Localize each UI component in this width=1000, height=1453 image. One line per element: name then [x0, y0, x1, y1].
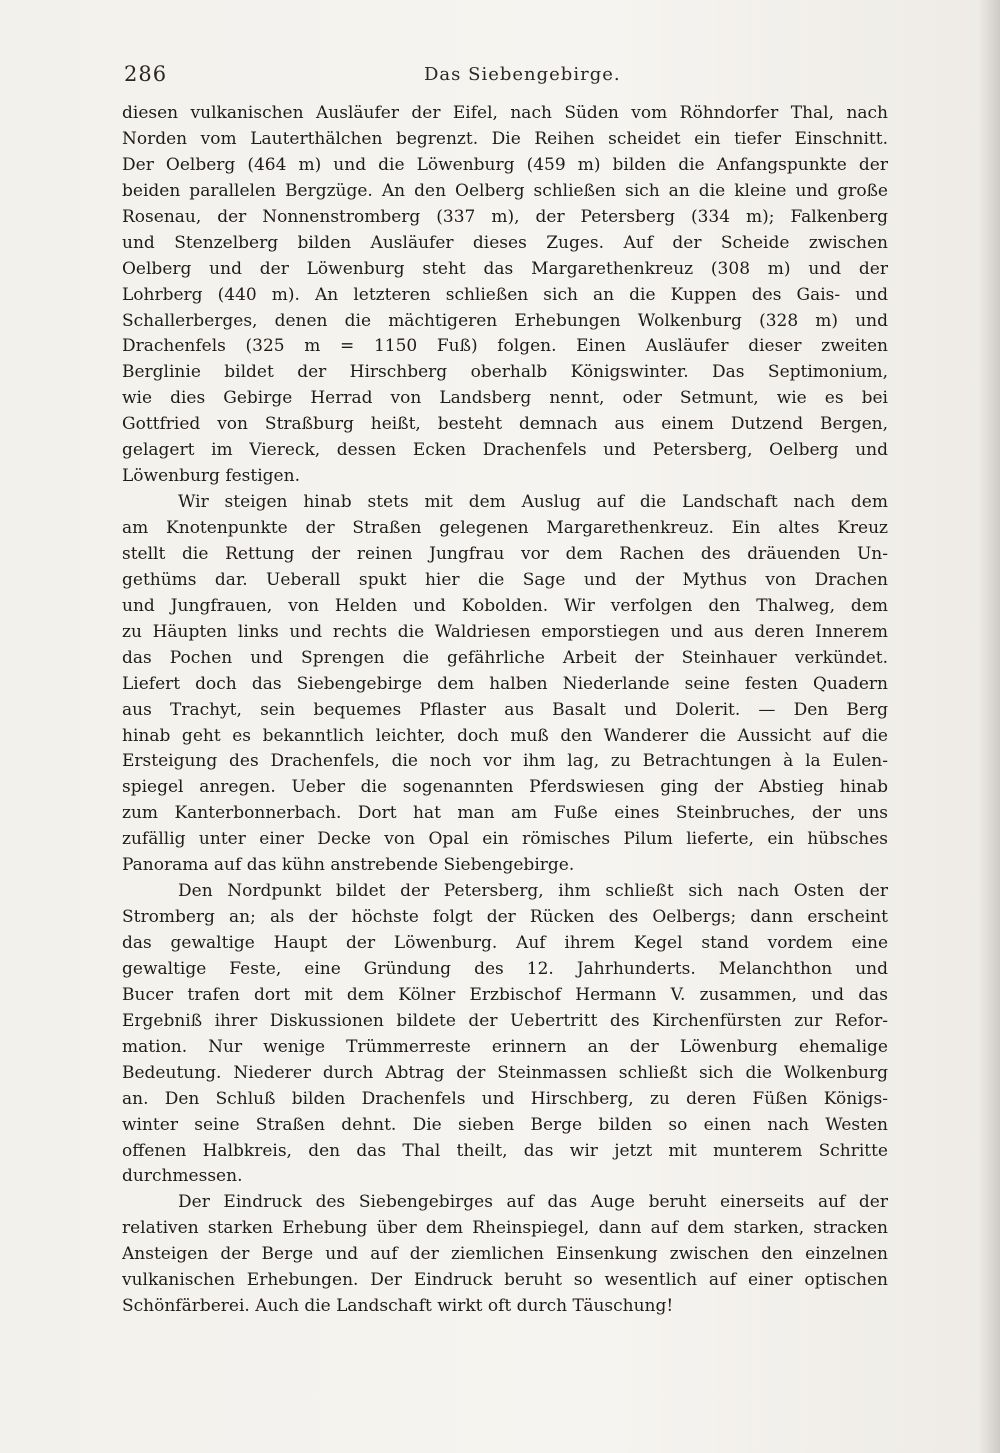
- text-line: Bedeutung. Niederer durch Abtrag der Steinmassen schließt sich die Wolkenburg: [122, 1062, 888, 1083]
- text-line: Ersteigung des Drachenfels, die noch vor ihm lag, zu Betrachtungen à la Eulen-: [122, 751, 888, 772]
- text-line: hinab geht es bekanntlich leichter, doch muß den Wanderer die Aussicht auf die: [122, 725, 888, 746]
- text-line: das gewaltige Haupt der Löwenburg. Auf ihrem Kegel stand vordem eine: [122, 933, 888, 953]
- text-line: Löwenburg festigen.: [122, 466, 300, 487]
- text-line: Drachenfels (325 m = 1150 Fuß) folgen. Einen Ausläufer dieser zweiten: [122, 336, 888, 357]
- text-line: das Pochen und Sprengen die gefährliche Arbeit der Steinhauer verkündet.: [122, 647, 888, 668]
- text-line: beiden parallelen Bergzüge. An den Oelberg schließen sich an die kleine und große: [122, 180, 888, 201]
- text-line: Wir steigen hinab stets mit dem Auslug auf die Landschaft nach dem: [178, 492, 888, 513]
- page-header: [124, 62, 884, 98]
- page-edge-shadow: [978, 0, 1000, 1453]
- text-line: Lohrberg (440 m). An letzteren schließen sich an die Kuppen des Gais- und: [122, 284, 888, 305]
- text-line: wie dies Gebirge Herrad von Landsberg nennt, oder Setmunt, wie es bei: [122, 388, 888, 409]
- text-line: gelagert im Viereck, dessen Ecken Drachenfels und Petersberg, Oelberg und: [122, 440, 888, 461]
- text-line: zu Häupten links und rechts die Waldriesen emporstiegen und aus deren Innerem: [122, 621, 888, 642]
- text-line: spiegel anregen. Ueber die sogenannten Pferdswiesen ging der Abstieg hinab: [122, 777, 888, 798]
- text-line: stellt die Rettung der reinen Jungfrau vor dem Rachen des dräuenden Un-: [122, 543, 888, 564]
- text-line: vulkanischen Erhebungen. Der Eindruck beruht so wesentlich auf einer optischen: [122, 1270, 888, 1291]
- text-line: diesen vulkanischen Ausläufer der Eifel, nach Süden vom Röhndorfer Thal, nach: [122, 103, 888, 123]
- text-line: zufällig unter einer Decke von Opal ein römisches Pilum lieferte, ein hübsches: [122, 829, 888, 850]
- paragraph: [122, 1190, 888, 1320]
- text-line: Ansteigen der Berge und auf der ziemlichen Einsenkung zwischen den einzelnen: [122, 1244, 888, 1265]
- text-line: gewaltige Feste, eine Gründung des 12. Jahrhunderts. Melanchthon und: [122, 958, 888, 979]
- text-line: und Stenzelberg bilden Ausläufer dieses Zuges. Auf der Scheide zwischen: [122, 232, 888, 253]
- text-line: mation. Nur wenige Trümmerreste erinnern an der Löwenburg ehemalige: [122, 1036, 888, 1057]
- text-line: relativen starken Erhebung über dem Rheinspiegel, dann auf dem starken, stracken: [122, 1218, 888, 1239]
- text-line: Norden vom Lauterthälchen begrenzt. Die Reihen scheidet ein tiefer Einschnitt.: [122, 128, 888, 149]
- text-line: gethüms dar. Ueberall spukt hier die Sage und der Mythus von Drachen: [122, 569, 888, 590]
- text-line: am Knotenpunkte der Straßen gelegenen Margarethenkreuz. Ein altes Kreuz: [122, 518, 888, 538]
- text-line: Liefert doch das Siebengebirge dem halben Niederlande seine festen Quadern: [122, 673, 888, 694]
- text-line: Rosenau, der Nonnenstromberg (337 m), der Petersberg (334 m); Falkenberg: [122, 206, 888, 227]
- text-line: Schönfärberei. Auch die Landschaft wirkt oft durch Täuschung!: [122, 1296, 674, 1317]
- text-line: aus Trachyt, sein bequemes Pflaster aus Basalt und Dolerit. — Den Berg: [122, 699, 888, 720]
- text-line: Der Oelberg (464 m) und die Löwenburg (459 m) bilden die Anfangspunkte der: [122, 154, 888, 175]
- paragraph: [122, 490, 888, 879]
- paragraph: [122, 101, 888, 490]
- text-line: Bucer trafen dort mit dem Kölner Erzbischof Hermann V. zusammen, und das: [122, 984, 888, 1005]
- text-line: an. Den Schluß bilden Drachenfels und Hirschberg, zu deren Füßen Königs-: [122, 1088, 888, 1109]
- running-title: Das Siebengebirge.: [424, 64, 621, 85]
- text-line: Der Eindruck des Siebengebirges auf das Auge beruht einerseits auf der: [178, 1192, 888, 1213]
- text-line: Oelberg und der Löwenburg steht das Margarethenkreuz (308 m) und der: [122, 258, 888, 279]
- text-line: durchmessen.: [122, 1166, 243, 1187]
- page-number: 286: [124, 62, 168, 86]
- text-line: winter seine Straßen dehnt. Die sieben Berge bilden so einen nach Westen: [122, 1114, 888, 1135]
- paragraph: [122, 879, 888, 1190]
- text-line: Den Nordpunkt bildet der Petersberg, ihm schließt sich nach Osten der: [178, 881, 888, 902]
- text-line: Stromberg an; als der höchste folgt der Rücken des Oelbergs; dann erscheint: [122, 907, 888, 928]
- text-line: Schallerberges, denen die mächtigeren Erhebungen Wolkenburg (328 m) und: [122, 310, 888, 331]
- body-text: [122, 101, 888, 1320]
- text-line: Ergebniß ihrer Diskussionen bildete der Uebertritt des Kirchenfürsten zur Refor-: [122, 1010, 888, 1031]
- text-line: Panorama auf das kühn anstrebende Siebengebirge.: [122, 855, 575, 876]
- text-line: und Jungfrauen, von Helden und Kobolden. Wir verfolgen den Thalweg, dem: [122, 595, 888, 616]
- text-line: Gottfried von Straßburg heißt, besteht demnach aus einem Dutzend Bergen,: [122, 414, 888, 435]
- text-line: zum Kanterbonnerbach. Dort hat man am Fuße eines Steinbruches, der uns: [122, 803, 888, 824]
- text-line: Berglinie bildet der Hirschberg oberhalb Königswinter. Das Septimonium,: [122, 362, 888, 383]
- text-line: offenen Halbkreis, den das Thal theilt, das wir jetzt mit munterem Schritte: [122, 1140, 888, 1161]
